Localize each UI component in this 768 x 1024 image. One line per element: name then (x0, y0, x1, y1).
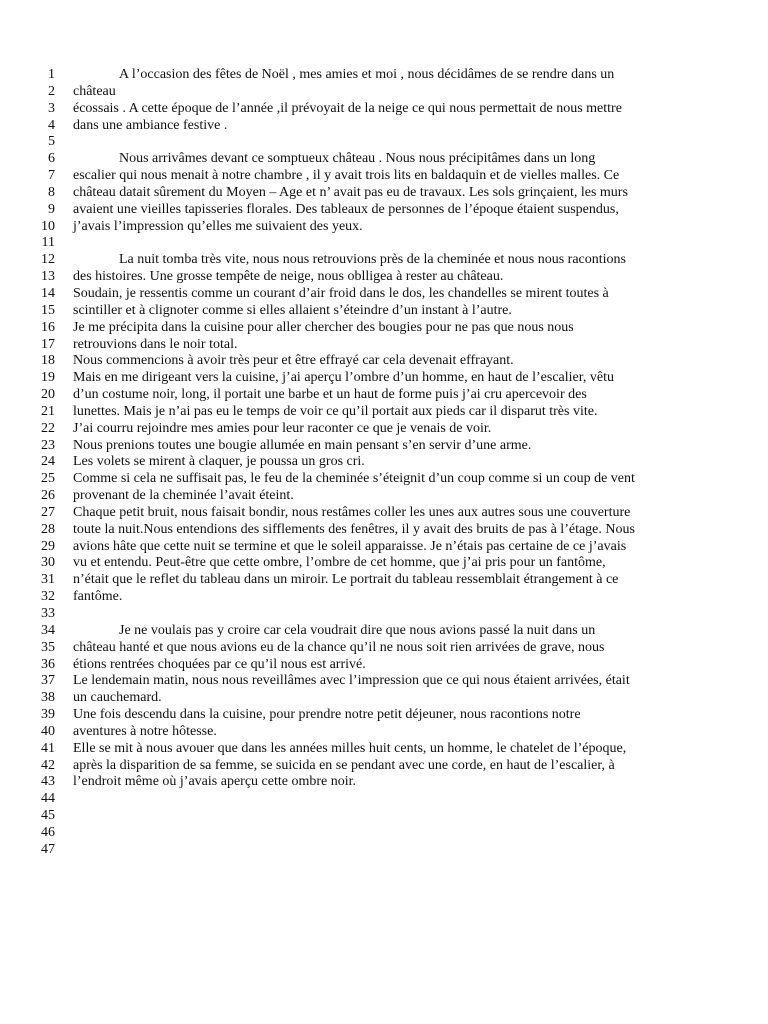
line-number: 21 (41, 403, 55, 419)
line-text: château hanté et que nous avions eu de la chance qu’il ne nous soit rien arrivées de grave, nous (73, 639, 605, 655)
text-line (0, 657, 768, 674)
line-number: 47 (41, 841, 55, 857)
text-line (0, 320, 768, 337)
text-line (0, 522, 768, 539)
text-line (0, 488, 768, 505)
text-line (0, 252, 768, 269)
line-text: Chaque petit bruit, nous faisait bondir, nous restâmes coller les unes aux autres sous une couverture (73, 504, 631, 520)
line-text: un cauchemard. (73, 690, 162, 706)
line-number: 43 (41, 774, 55, 790)
text-line (0, 825, 768, 842)
text-line (0, 185, 768, 202)
line-text: Nous commencions à avoir très peur et être effrayé car cela devenait effrayant. (73, 353, 514, 369)
line-text: Mais en me dirigeant vers la cuisine, j’ai aperçu l’ombre d’un homme, en haut de l’escalier, vêtu (73, 370, 614, 386)
line-number: 31 (41, 572, 55, 588)
line-number: 34 (41, 622, 55, 638)
text-line (0, 454, 768, 471)
text-line (0, 353, 768, 370)
line-number: 28 (41, 521, 55, 537)
line-text: château datait sûrement du Moyen – Age et n’ avait pas eu de travaux. Les sols grinçaient, les murs (73, 184, 628, 200)
text-line (0, 235, 768, 252)
line-number: 45 (41, 808, 55, 824)
text-line (0, 168, 768, 185)
line-text: Une fois descendu dans la cuisine, pour prendre notre petit déjeuner, nous racontions notre (73, 707, 581, 723)
text-line (0, 471, 768, 488)
line-number: 41 (41, 740, 55, 756)
line-text: Elle se mit à nous avouer que dans les années milles huit cents, un homme, le chatelet de l’époque, (73, 740, 627, 756)
line-number: 26 (41, 488, 55, 504)
line-number: 20 (41, 387, 55, 403)
line-number: 24 (41, 454, 55, 470)
line-text: étions rentrées choquées par ce qu’il nous est arrivé. (73, 656, 366, 672)
line-number: 25 (41, 471, 55, 487)
text-line (0, 151, 768, 168)
text-line (0, 808, 768, 825)
line-number: 37 (41, 673, 55, 689)
line-number: 42 (41, 757, 55, 773)
text-line (0, 707, 768, 724)
line-number: 35 (41, 639, 55, 655)
line-number: 17 (41, 336, 55, 352)
line-number: 7 (48, 168, 55, 184)
line-text: avaient une vieilles tapisseries florales. Des tableaux de personnes de l’époque étaient suspendus, (73, 201, 619, 217)
line-number: 39 (41, 707, 55, 723)
text-line (0, 555, 768, 572)
line-number: 3 (48, 100, 55, 116)
line-text: Les volets se mirent à claquer, je poussa un gros cri. (73, 454, 365, 470)
line-number: 36 (41, 656, 55, 672)
line-number: 38 (41, 690, 55, 706)
text-line (0, 438, 768, 455)
line-number: 44 (41, 791, 55, 807)
line-text: Soudain, je ressentis comme un courant d’air froid dans le dos, les chandelles se mirent toutes à (73, 285, 609, 301)
text-line (0, 741, 768, 758)
line-number: 12 (41, 252, 55, 268)
line-number: 33 (41, 606, 55, 621)
text-line (0, 387, 768, 404)
line-number: 30 (41, 555, 55, 571)
line-number: 32 (41, 589, 55, 605)
line-number: 8 (48, 184, 55, 200)
line-number: 22 (41, 420, 55, 436)
line-text: des histoires. Une grosse tempête de neige, nous oblligea à rester au château. (73, 269, 504, 285)
text-line (0, 67, 768, 84)
line-number: 16 (41, 319, 55, 335)
line-number: 9 (48, 201, 55, 217)
text-line (0, 842, 768, 859)
line-number: 46 (41, 824, 55, 840)
line-text: provenant de la cheminée l’avait éteint. (73, 488, 294, 504)
line-number: 4 (48, 117, 55, 133)
text-line (0, 690, 768, 707)
text-line (0, 791, 768, 808)
line-number: 23 (41, 437, 55, 453)
line-number: 6 (48, 151, 55, 167)
line-text: lunettes. Mais je n’ai pas eu le temps de voir ce qu’il portait aux pieds car il disparut très vite. (73, 403, 598, 419)
text-line (0, 84, 768, 101)
text-line (0, 589, 768, 606)
line-text: écossais . A cette époque de l’année ,il prévoyait de la neige ce qui nous permettait de nous mettre (73, 100, 622, 116)
line-number: 27 (41, 504, 55, 520)
line-number: 19 (41, 370, 55, 386)
line-text: Comme si cela ne suffisait pas, le feu de la cheminée s’éteignit d’un coup comme si un coup de vent (73, 471, 635, 487)
line-text: vu et entendu. Peut-être que cette ombre, l’ombre de cet homme, que j’ai pris pour un fantôme, (73, 555, 606, 571)
text-line (0, 539, 768, 556)
line-number: 2 (48, 83, 55, 99)
line-text: toute la nuit.Nous entendions des sifflements des fenêtres, il y avait des bruits de pas à l’étage. Nous (73, 521, 635, 537)
text-line (0, 421, 768, 438)
line-number: 13 (41, 269, 55, 285)
line-number: 40 (41, 723, 55, 739)
text-line (0, 202, 768, 219)
text-line (0, 505, 768, 522)
line-text: escalier qui nous menait à notre chambre , il y avait trois lits en baldaquin et de vielles malles. Ce (73, 168, 620, 184)
text-line (0, 758, 768, 775)
line-text: Le lendemain matin, nous nous reveillâmes avec l’impression que ce qui nous étaient arrivées, était (73, 673, 630, 689)
text-line (0, 337, 768, 354)
text-line (0, 623, 768, 640)
line-text: château (73, 83, 116, 99)
line-number: 18 (41, 353, 55, 369)
text-line (0, 370, 768, 387)
line-number: 29 (41, 538, 55, 554)
line-text: dans une ambiance festive . (73, 117, 228, 133)
line-text: J’ai courru rejoindre mes amies pour leur raconter ce que je venais de voir. (73, 420, 492, 436)
text-line (0, 724, 768, 741)
line-number: 5 (48, 134, 55, 150)
text-line (0, 303, 768, 320)
text-line (0, 640, 768, 657)
text-line (0, 286, 768, 303)
line-text: après la disparition de sa femme, se suicida en se pendant avec une corde, en haut de l’escalier, à (73, 757, 615, 773)
text-line (0, 118, 768, 135)
line-text: n’était que le reflet du tableau dans un miroir. Le portrait du tableau ressemblait étrangement à ce (73, 572, 619, 588)
text-line (0, 269, 768, 286)
line-text: aventures à notre hôtesse. (73, 723, 217, 739)
text-line (0, 572, 768, 589)
text-line (0, 219, 768, 236)
line-text: j’avais l’impression qu’elles me suivaient des yeux. (73, 218, 363, 234)
line-text: retrouvions dans le noir total. (73, 336, 238, 352)
line-text: Nous arrivâmes devant ce somptueux château . Nous nous précipitâmes dans un long (119, 151, 596, 167)
line-text: Nous prenions toutes une bougie allumée en main pensant s’en servir d’une arme. (73, 437, 532, 453)
line-number: 15 (41, 302, 55, 318)
line-number: 11 (41, 235, 55, 251)
line-text: scintiller et à clignoter comme si elles allaient s’éteindre d’un instant à l’autre. (73, 302, 512, 318)
line-number: 14 (41, 285, 55, 301)
line-number: 1 (48, 67, 55, 82)
text-line (0, 774, 768, 791)
line-text: avions hâte que cette nuit se termine et que le soleil apparaisse. Je n’étais pas certaine de ce j’avais (73, 538, 627, 554)
line-text: Je me précipita dans la cuisine pour aller chercher des bougies pour ne pas que nous nous (73, 319, 574, 335)
text-line (0, 673, 768, 690)
document-body (0, 67, 768, 859)
line-number: 10 (41, 218, 55, 234)
text-line (0, 101, 768, 118)
line-text: La nuit tomba très vite, nous nous retrouvions près de la cheminée et nous nous racontions (119, 252, 627, 268)
line-text: A l’occasion des fêtes de Noël , mes amies et moi , nous décidâmes de se rendre dans un (119, 67, 615, 82)
line-text: d’un costume noir, long, il portait une barbe et un haut de forme puis j’ai cru apercevoir des (73, 387, 587, 403)
text-line (0, 606, 768, 623)
line-text: fantôme. (73, 589, 123, 605)
line-text: Je ne voulais pas y croire car cela voudrait dire que nous avions passé la nuit dans un (119, 622, 596, 638)
text-line (0, 134, 768, 151)
text-line (0, 404, 768, 421)
line-text: l’endroit même où j’avais aperçu cette ombre noir. (73, 774, 357, 790)
